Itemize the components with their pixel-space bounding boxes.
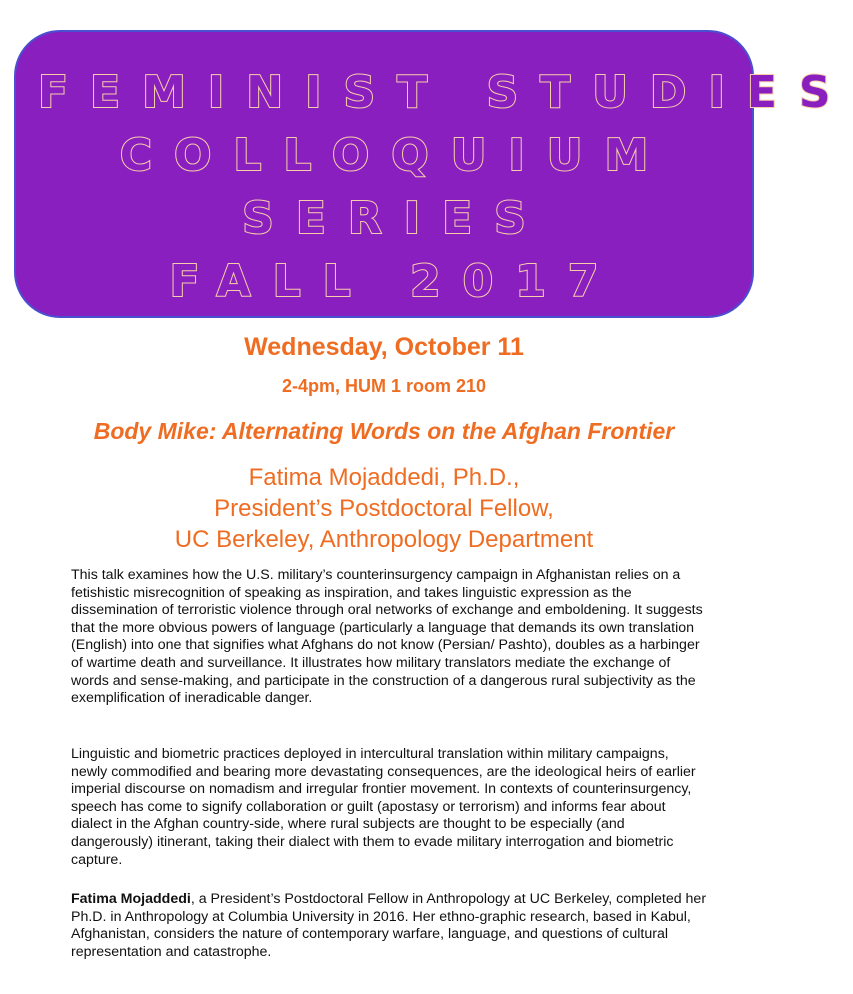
- speaker-bio: [71, 891, 707, 961]
- speaker-affiliation: UC Berkeley, Anthropology Department: [174, 526, 594, 553]
- abstract-paragraph-2: Linguistic and biometric practices deployed in intercultural translation within military campaigns, newly commodified and bearing more devastating consequences, are the ideological heirs of earlier imperial discourse on nomadism and irregular frontier movement. In contexts of counterinsurgency, speech has come to signify collaboration or guilt (apostasy or terrorism) and informs fear about dialect in the Afghan country-side, where rural subjects are thought to be especially (and dangerously) itinerant, taking their dialect with them to evade military interrogation and biometric capture.: [71, 746, 696, 868]
- talk-title: Body Mike: Alternating Words on the Afghan Frontier: [93, 418, 675, 444]
- speaker-position: President’s Postdoctoral Fellow,: [214, 495, 554, 522]
- banner-line-3: SERIES: [242, 193, 548, 244]
- series-banner: [14, 30, 853, 318]
- banner-line-2: COLLOQUIUM: [119, 130, 671, 181]
- banner-line-4: FALL 2017: [169, 256, 621, 307]
- event-date: Wednesday, October 11: [244, 333, 524, 361]
- abstract-paragraph-1: This talk examines how the U.S. military’s counterinsurgency campaign in Afghanistan relies on a fetishistic misrecognition of speaking as inspiration, and takes linguistic expression as the dissemination of terroristic violence through oral networks of exchange and emboldening. It suggests that the more obvious powers of language (particularly a language that demands its own translation (English) into one that signifies what Afghans do not know (Persian/ Pashto), doubles as a harbinger of wartime death and surveillance. It illustrates how military translators mediate the exchange of words and sense-making, and participate in the construction of a dangerous rural subjectivity as the exemplification of ineradicable danger.: [71, 567, 703, 707]
- bio-speaker-name: Fatima Mojaddedi: [71, 891, 191, 907]
- bio-text: , a President’s Postdoctoral Fellow in Anthropology at UC Berkeley, completed her Ph.D. in Anthropology at Columbia University in 2016. Her ethno-graphic research, based in Kabul, Afghanistan, considers the nature of contemporary warfare, language, and questions of cultural representation and catastrophe.: [71, 891, 707, 960]
- banner-line-1: FEMINIST STUDIES: [38, 67, 853, 118]
- speaker-name: Fatima Mojaddedi, Ph.D.,: [248, 464, 520, 491]
- speaker-block: [0, 462, 768, 555]
- event-time-location: 2-4pm, HUM 1 room 210: [281, 376, 487, 396]
